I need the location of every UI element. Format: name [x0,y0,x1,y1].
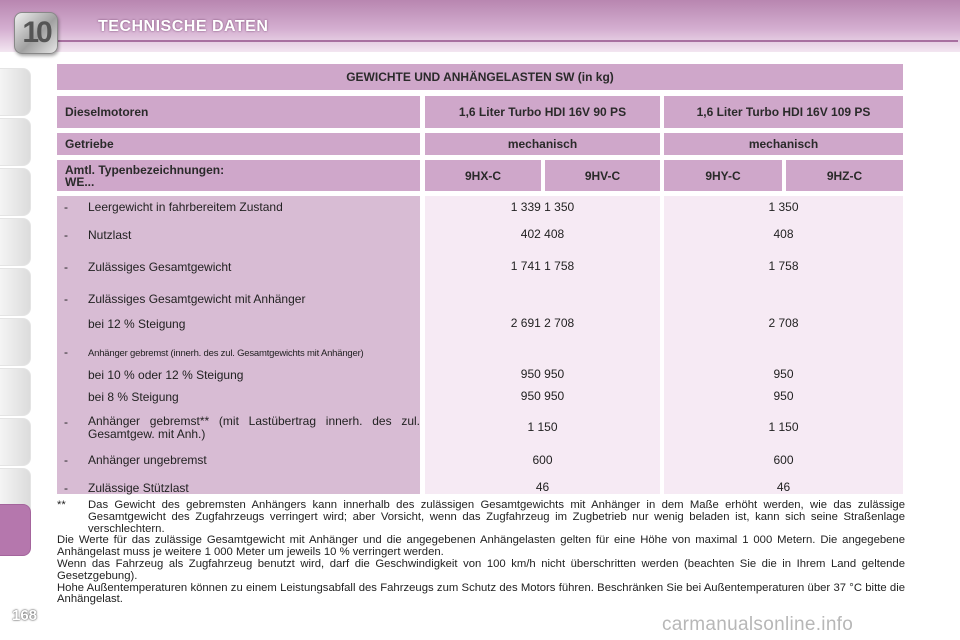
value-109ps: 950 [773,367,794,381]
table-row: - Anhänger gebremst (innerh. des zul. Gesamtgewichts mit Anhänger) [64,345,364,359]
chapter-tab[interactable] [0,68,31,116]
value-90ps: 950 950 [520,389,565,403]
value-90ps: 402 408 [520,227,565,241]
chapter-badge: 10 [14,12,58,54]
type-9hv-c: 9HV-C [545,160,660,191]
type-9hz-c: 9HZ-C [786,160,903,191]
value-109ps: 408 [773,227,794,241]
type-label-line1: Amtl. Typenbezeichnungen: [65,162,225,177]
note-speed: Wenn das Fahrzeug als Zugfahrzeug benutzt wird, darf die Geschwindigkeit von 100 km/h nicht überschritten werden (beachten Sie die in Ihrem Land geltende Gesetzgebung). [57,557,905,582]
chapter-tab[interactable] [0,168,31,216]
table-row: - Zulässige Stützlast [64,481,189,495]
engine-label: Dieselmotoren [57,96,420,128]
value-90ps: 1 150 [527,420,558,434]
gearbox-90ps: mechanisch [425,133,660,155]
value-109ps: 2 708 [768,316,799,330]
footnote-mark: ** [57,499,66,511]
header-rule [58,40,958,42]
notes [57,500,905,606]
value-109ps: 600 [773,453,794,467]
table-row: - Anhänger gebremst** (mit Lastübertrag innerh. des zul. Gesamtgew. mit Anh.) [64,414,420,441]
table-row: - Leergewicht in fahrbereitem Zustand [64,200,283,214]
chapter-tab[interactable] [0,118,31,166]
chapter-tabs [0,60,34,580]
table-row: - Nutzlast [64,228,132,242]
table-row: bei 8 % Steigung [88,390,179,404]
page-number: 168 [12,607,38,624]
table-title: GEWICHTE UND ANHÄNGELASTEN SW (in kg) [57,64,903,90]
table-row: bei 10 % oder 12 % Steigung [88,368,244,382]
table-row: bei 12 % Steigung [88,317,186,331]
value-90ps: 950 950 [520,367,565,381]
value-90ps: 1 339 1 350 [510,200,575,214]
chapter-tab[interactable] [0,318,31,366]
table-row: - Zulässiges Gesamtgewicht [64,260,232,274]
footnote-text: Das Gewicht des gebremsten Anhängers kann innerhalb des zulässigen Gesamtgewichts mit Anhänger in dem Maße erhöht werden, wie das zulässige Gesamtgewicht des Zugfahrzeugs verringert wird; aber Vorsicht, wenn das Zugfahrzeug im Zugbetrieb nur wenig beladen ist, kann sich seine Straßenlage verschlechtern. [88,499,905,535]
chapter-tab[interactable] [0,368,31,416]
watermark: carmanualsonline.info [662,614,854,635]
gearbox-label: Getriebe [57,133,420,155]
note-temperature: Hohe Außentemperaturen können zu einem Leistungsabfall des Fahrzeugs zum Schutz des Motors führen. Beschränken Sie bei Außentemperaturen über 37 °C bitte die Anhängelast. [57,581,905,606]
page-title: TECHNISCHE DATEN [98,18,269,35]
value-109ps: 1 150 [768,420,799,434]
table-row: - Anhänger ungebremst [64,453,207,467]
value-109ps: 1 350 [768,200,799,214]
type-label-line2: WE... [65,174,95,189]
chapter-tab[interactable] [0,218,31,266]
footnote [57,500,905,535]
value-90ps: 2 691 2 708 [510,316,575,330]
value-109ps: 1 758 [768,259,799,273]
table-row: - Zulässiges Gesamtgewicht mit Anhänger [64,292,306,306]
gearbox-109ps: mechanisch [664,133,903,155]
type-9hy-c: 9HY-C [664,160,782,191]
engine-90ps: 1,6 Liter Turbo HDI 16V 90 PS [425,96,660,128]
chapter-tab[interactable] [0,418,31,466]
note-altitude: Die Werte für das zulässige Gesamtgewicht mit Anhänger und die angegebenen Anhängelasten gelten für eine Höhe von maximal 1 000 Metern. Die angegebene Anhängelast muss je weitere 1 000 Meter um jeweils 10 % verringert werden. [57,534,905,559]
value-90ps: 1 741 1 758 [510,259,575,273]
value-109ps: 46 [776,480,791,494]
value-109ps: 950 [773,389,794,403]
chapter-tab-active[interactable] [0,504,31,556]
chapter-tab[interactable] [0,268,31,316]
value-90ps: 600 [532,453,553,467]
type-label [57,160,420,191]
type-9hx-c: 9HX-C [425,160,541,191]
engine-109ps: 1,6 Liter Turbo HDI 16V 109 PS [664,96,903,128]
value-90ps: 46 [535,480,550,494]
